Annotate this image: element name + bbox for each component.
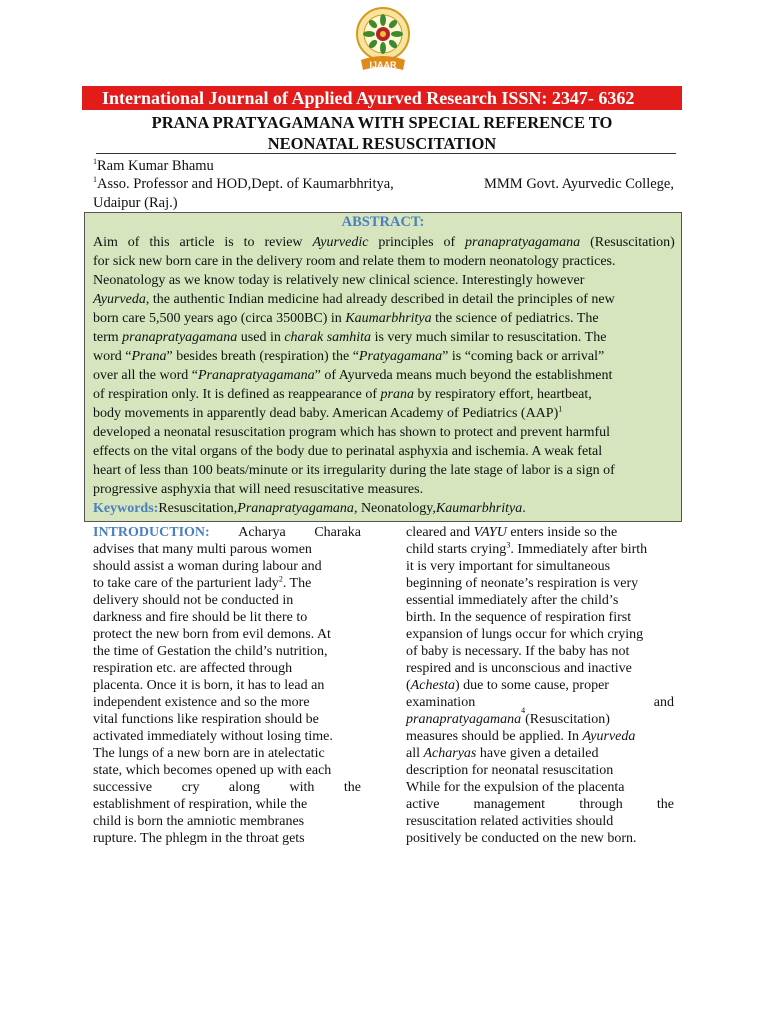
- intro-line: the time of Gestation the child’s nutrition,: [93, 644, 328, 659]
- intro-line: activated immediately without losing time.: [93, 729, 333, 744]
- abstract-line: over all the word “Pranapratyagamana” of Ayurveda means much beyond the establishment: [93, 368, 613, 383]
- abstract-line: born care 5,500 years ago (circa 3500BC) in Kaumarbhritya the science of pediatrics. The: [93, 311, 599, 326]
- title-line-1: PRANA PRATYAGAMANA WITH SPECIAL REFERENCE TO: [151, 113, 613, 132]
- intro-line: active management through the: [406, 797, 674, 812]
- intro-line: should assist a woman during labour and: [93, 559, 322, 574]
- abstract-line: term pranapratyagamana used in charak samhita is very much similar to resuscitation. The: [93, 330, 607, 345]
- journal-logo: [355, 4, 411, 86]
- intro-line: independent existence and so the more: [93, 695, 310, 710]
- abstract-heading: ABSTRACT:: [341, 214, 425, 230]
- abstract-line: of respiration only. It is defined as reappearance of prana by respiratory effort, heartbeat,: [93, 387, 592, 402]
- intro-line: respired and is unconscious and inactive: [406, 661, 632, 676]
- abstract-line: Neonatology as we know today is relatively new clinical science. Interestingly however: [93, 273, 585, 288]
- keywords-label: Keywords:: [93, 501, 159, 516]
- affiliation-line-1: $^1$Asso. Professor and HOD,Dept. of Kaumarbhritya, MMM Govt. Ayurvedic College,: [93, 175, 674, 192]
- abstract-line: effects on the vital organs of the body due to perinatal asphyxia and ischemia. A weak fetal: [93, 444, 603, 459]
- intro-line: vital functions like respiration should be: [93, 712, 319, 727]
- abstract-line: word “Prana” besides breath (respiration) the “Pratyagamana” is “coming back or arrival”: [93, 349, 605, 364]
- abstract-line: Ayurveda, the authentic Indian medicine had already described in detail the principles of new: [93, 292, 615, 307]
- intro-line: rupture. The phlegm in the throat gets: [93, 831, 305, 846]
- intro-line: essential immediately after the child’s: [406, 593, 619, 608]
- intro-line: advises that many multi parous women: [93, 542, 312, 557]
- intro-line: The lungs of a new born are in atelectatic: [93, 746, 325, 761]
- intro-line: beginning of neonate’s respiration is very: [406, 576, 639, 591]
- intro-line: delivery should not be conducted in: [93, 593, 294, 608]
- logo-text: IJAAR: [369, 60, 397, 70]
- title-divider: [96, 153, 676, 154]
- keywords-line: Keywords: Resuscitation, Pranapratyagamana , Neonatology, Kaumarbhritya .: [93, 501, 526, 516]
- intro-line: child starts crying$^3$. Immediately after birth: [406, 540, 648, 557]
- abstract-line: Aim of this article is to review Ayurvedic principles of pranapratyagamana (Resuscitation): [93, 235, 675, 250]
- abstract-line: developed a neonatal resuscitation program which has shown to protect and prevent harmful: [93, 425, 611, 440]
- ijaar-emblem-icon: [355, 4, 411, 86]
- intro-line: resuscitation related activities should: [406, 814, 614, 829]
- intro-line: (Achesta) due to some cause, proper: [406, 678, 609, 693]
- author-name: Ram Kumar Bhamu: [97, 158, 214, 174]
- intro-line: INTRODUCTION: Acharya Charaka: [93, 525, 361, 540]
- intro-line: examination and: [406, 695, 674, 710]
- intro-line: successive cry along with the: [93, 780, 361, 795]
- journal-header-bar: International Journal of Applied Ayurved Research ISSN: 2347- 6362: [82, 86, 682, 110]
- intro-line: While for the expulsion of the placenta: [406, 780, 625, 795]
- intro-line: protect the new born from evil demons. At: [93, 627, 331, 642]
- intro-line: birth. In the sequence of respiration first: [406, 610, 632, 625]
- intro-line: positively be conducted on the new born.: [406, 831, 637, 846]
- intro-line: child is born the amniotic membranes: [93, 814, 305, 829]
- title-line-2: NEONATAL RESUSCITATION: [267, 134, 497, 153]
- abstract-line: heart of less than 100 beats/minute or its irregularity during the late stage of labor is a sign of: [93, 463, 615, 478]
- intro-line: description for neonatal resuscitation: [406, 763, 614, 778]
- intro-line: respiration etc. are affected through: [93, 661, 293, 676]
- intro-line: it is very important for simultaneous: [406, 559, 611, 574]
- intro-line: cleared and VAYU enters inside so the: [406, 525, 618, 540]
- intro-line: measures should be applied. In Ayurveda: [406, 729, 636, 744]
- intro-line: darkness and fire should be lit there to: [93, 610, 308, 625]
- intro-line: expansion of lungs occur for which crying: [406, 627, 644, 642]
- intro-line: pranapratyagamana 4 (Resuscitation): [406, 706, 610, 727]
- article-title: [82, 112, 682, 154]
- introduction-heading: INTRODUCTION:: [93, 525, 210, 540]
- intro-line: all Acharyas have given a detailed: [406, 746, 599, 761]
- intro-line: establishment of respiration, while the: [93, 797, 308, 812]
- intro-line: of baby is necessary. If the baby has not: [406, 644, 630, 659]
- author-line: $^1$Ram Kumar Bhamu: [93, 157, 214, 174]
- abstract-line: progressive asphyxia that will need resuscitative measures.: [93, 482, 424, 497]
- intro-line: state, which becomes opened up with each: [93, 763, 332, 778]
- intro-line: placenta. Once it is born, it has to lead an: [93, 678, 325, 693]
- affiliation-line-2: Udaipur (Raj.): [93, 195, 178, 211]
- abstract-line: for sick new born care in the delivery room and relate them to modern neonatology practices.: [93, 254, 616, 269]
- abstract-line: body movements in apparently dead baby. American Academy of Pediatrics (AAP)$^1$: [93, 404, 563, 421]
- intro-line: to take care of the parturient lady$^2$. The: [93, 574, 312, 591]
